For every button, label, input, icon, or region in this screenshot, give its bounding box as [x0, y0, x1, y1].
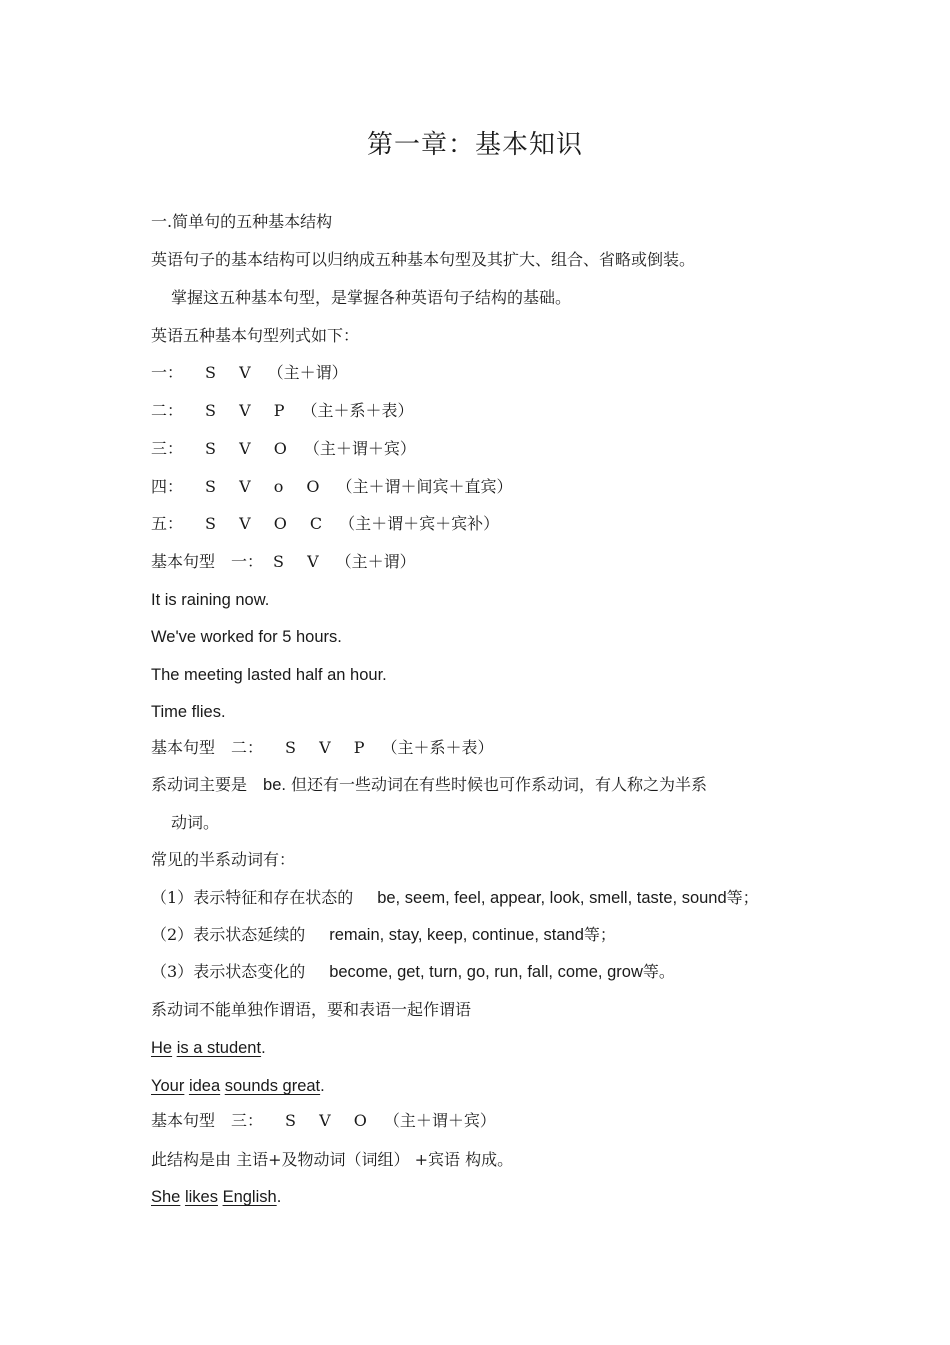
- example-sentence: [151, 1186, 281, 1208]
- pattern-form: S V P: [205, 401, 294, 420]
- pattern-form: S V O C: [205, 514, 332, 533]
- type1-heading: [151, 551, 416, 573]
- pattern-row: [151, 513, 499, 535]
- example-sentence: It is raining now.: [151, 591, 270, 609]
- type-label: 基本句型: [151, 738, 216, 757]
- list-item: [151, 961, 675, 983]
- desc-part: +宾语: [414, 1150, 461, 1169]
- subject-word: idea: [188, 1077, 221, 1095]
- pattern-form: S V O: [205, 439, 296, 458]
- desc-part: 此结构是由: [151, 1150, 232, 1169]
- desc-part: +及物动词（词组）: [268, 1150, 410, 1169]
- section-heading: 一.简单句的五种基本结构: [151, 212, 333, 231]
- example-sentence: The meeting lasted half an hour.: [151, 666, 387, 684]
- pattern-gloss: （主＋系＋表）: [301, 401, 414, 420]
- pattern-label: 三：: [151, 439, 184, 458]
- desc-part: 构成。: [465, 1150, 514, 1169]
- type-form: S V O: [285, 1111, 376, 1130]
- predicate-words: is a student: [176, 1039, 262, 1057]
- pattern-gloss: （主＋谓）: [267, 363, 348, 382]
- desc-part: 但还有一些动词在有些时候也可作系动词，有人称之为半系: [291, 775, 708, 794]
- subject-word: She: [151, 1188, 181, 1206]
- pattern-form: S V o O: [205, 477, 329, 496]
- pattern-row: [151, 438, 416, 460]
- intro-line-2: 掌握这五种基本句型，是掌握各种英语句子结构的基础。: [171, 288, 572, 307]
- pattern-label: 四：: [151, 477, 184, 496]
- type-form: S V: [273, 552, 328, 571]
- type-label: 基本句型: [151, 552, 216, 571]
- subject-word: Your: [151, 1077, 185, 1095]
- list-cn: 表示特征和存在状态的: [193, 888, 354, 907]
- intro-line-3: 英语五种基本句型列式如下：: [151, 326, 360, 345]
- type2-note: 系动词不能单独作谓语，要和表语一起作谓语: [151, 1000, 472, 1019]
- example-sentence: [151, 1037, 266, 1059]
- list-tail: 等；: [583, 925, 616, 944]
- list-en: become, get, turn, go, run, fall, come, grow: [329, 963, 643, 981]
- example-sentence: [151, 1075, 325, 1097]
- sentence-end: .: [276, 1188, 282, 1206]
- pattern-row: [151, 476, 513, 498]
- example-sentence: Time flies.: [151, 703, 226, 721]
- object-word: English: [222, 1188, 277, 1206]
- verb-word: likes: [184, 1188, 218, 1206]
- list-en: be, seem, feel, appear, look, smell, taste, sound: [377, 889, 727, 907]
- pattern-label: 五：: [151, 514, 184, 533]
- predicate-words: sounds great: [224, 1077, 321, 1095]
- type-number: 一：: [231, 552, 264, 571]
- list-cn: 表示状态变化的: [193, 962, 306, 981]
- type-gloss: （主＋谓＋宾）: [383, 1111, 496, 1130]
- desc-part: 主语: [236, 1150, 269, 1169]
- type2-description-cont: 动词。: [171, 813, 220, 832]
- type3-description: [151, 1149, 513, 1171]
- pattern-form: S V: [205, 363, 260, 382]
- type-number: 三：: [231, 1111, 264, 1130]
- type-form: S V P: [285, 738, 374, 757]
- list-tail: 等。: [642, 962, 675, 981]
- type-gloss: （主＋系＋表）: [381, 738, 494, 757]
- desc-part: 系动词主要是: [151, 775, 248, 794]
- example-sentence: We've worked for 5 hours.: [151, 628, 342, 646]
- common-linking-verbs-label: 常见的半系动词有：: [151, 850, 296, 869]
- list-item: [151, 924, 616, 946]
- subject-word: He: [151, 1039, 173, 1057]
- pattern-gloss: （主＋谓＋宾）: [303, 439, 416, 458]
- sentence-end: .: [320, 1077, 325, 1095]
- pattern-row: [151, 400, 413, 422]
- chapter-title: 第一章：基本知识: [366, 130, 583, 160]
- list-number: （1）: [151, 888, 194, 907]
- list-cn: 表示状态延续的: [193, 925, 306, 944]
- type2-heading: [151, 737, 494, 759]
- pattern-label: 一：: [151, 363, 184, 382]
- list-en: remain, stay, keep, continue, stand: [329, 926, 584, 944]
- pattern-row: [151, 362, 348, 384]
- sentence-end: .: [261, 1039, 266, 1057]
- pattern-gloss: （主＋谓＋间宾＋直宾）: [336, 477, 513, 496]
- type3-heading: [151, 1110, 496, 1132]
- desc-part: be.: [263, 776, 286, 794]
- pattern-label: 二：: [151, 401, 184, 420]
- pattern-gloss: （主＋谓＋宾＋宾补）: [339, 514, 500, 533]
- list-tail: 等；: [726, 888, 759, 907]
- list-number: （3）: [151, 962, 194, 981]
- list-number: （2）: [151, 925, 194, 944]
- type-number: 二：: [231, 738, 264, 757]
- type-label: 基本句型: [151, 1111, 216, 1130]
- list-item: [151, 887, 759, 909]
- intro-line-1: 英语句子的基本结构可以归纳成五种基本句型及其扩大、组合、省略或倒装。: [151, 250, 696, 269]
- type-gloss: （主＋谓）: [335, 552, 416, 571]
- type2-description: [151, 774, 707, 796]
